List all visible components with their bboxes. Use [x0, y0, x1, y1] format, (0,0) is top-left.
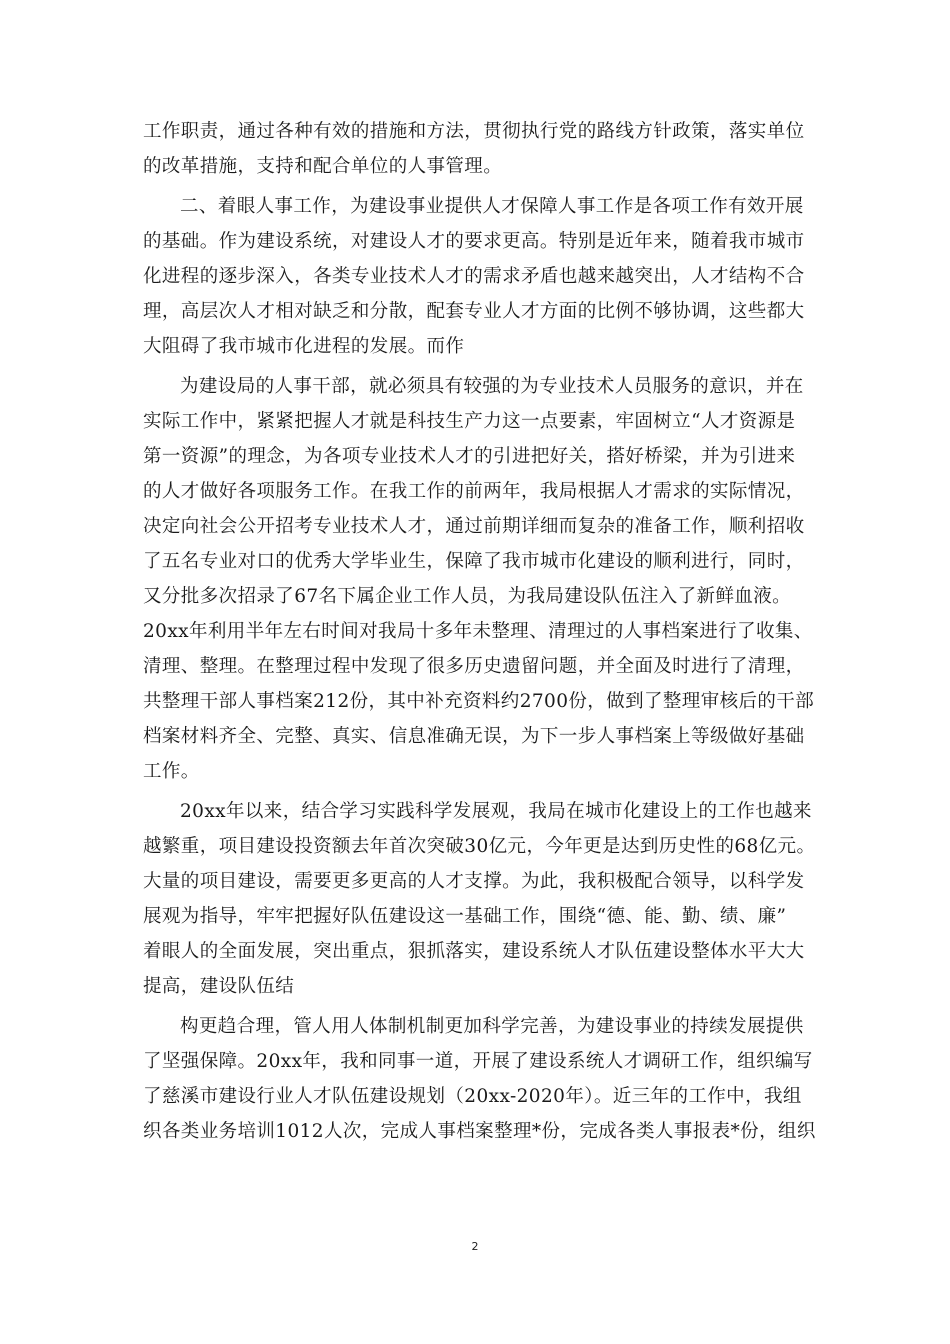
text-line: 构更趋合理，管人用人体制机制更加科学完善，为建设事业的持续发展提供	[180, 1016, 804, 1037]
text-line: 了慈溪市建设行业人才队伍建设规划（20xx-2020年）。近三年的工作中，我组	[143, 1086, 802, 1107]
text-line: 的改革措施，支持和配合单位的人事管理。	[143, 156, 503, 177]
text-line: 又分批多次招录了67名下属企业工作人员，为我局建设队伍注入了新鲜血液。	[143, 586, 792, 607]
text-line: 展观为指导，牢牢把握好队伍建设这一基础工作，围绕“德、能、勤、绩、廉”	[143, 906, 787, 927]
text-line: 越繁重，项目建设投资额去年首次突破30亿元，今年更是达到历史性的68亿元。	[143, 836, 816, 857]
text-line: 提高，建设队伍结	[143, 976, 295, 997]
text-line: 了坚强保障。20xx年，我和同事一道，开展了建设系统人才调研工作，组织编写	[143, 1051, 813, 1072]
text-line: 化进程的逐步深入，各类专业技术人才的需求矛盾也越来越突出，人才结构不合	[143, 266, 805, 287]
paragraph-3	[143, 369, 815, 789]
text-line: 为建设局的人事干部，就必须具有较强的为专业技术人员服务的意识，并在	[180, 376, 804, 397]
text-line: 着眼人的全面发展，突出重点，狠抓落实，建设系统人才队伍建设整体水平大大	[143, 941, 805, 962]
text-line: 的人才做好各项服务工作。在我工作的前两年，我局根据人才需求的实际情况，	[143, 481, 805, 502]
paragraph-2	[143, 189, 815, 364]
text-line: 工作职责，通过各种有效的措施和方法，贯彻执行党的路线方针政策，落实单位	[143, 121, 805, 142]
text-line: 织各类业务培训1012人次，完成人事档案整理*份，完成各类人事报表*份，组织	[143, 1121, 816, 1142]
text-line: 大阻碍了我市城市化进程的发展。而作	[143, 336, 465, 357]
text-line: 的基础。作为建设系统，对建设人才的要求更高。特别是近年来，随着我市城市	[143, 231, 805, 252]
text-line: 共整理干部人事档案212份，其中补充资料约2700份，做到了整理审核后的干部	[143, 691, 815, 712]
text-line: 第一资源”的理念，为各项专业技术人才的引进把好关，搭好桥梁，并为引进来	[143, 446, 796, 467]
paragraph-4	[143, 794, 815, 1004]
text-line: 20xx年利用半年左右时间对我局十多年未整理、清理过的人事档案进行了收集、	[143, 621, 813, 642]
paragraph-5	[143, 1009, 815, 1149]
text-line: 理，高层次人才相对缺乏和分散，配套专业人才方面的比例不够协调，这些都大	[143, 301, 805, 322]
text-line: 二、着眼人事工作，为建设事业提供人才保障人事工作是各项工作有效开展	[180, 196, 804, 217]
text-line: 清理、整理。在整理过程中发现了很多历史遗留问题，并全面及时进行了清理，	[143, 656, 805, 677]
text-line: 实际工作中，紧紧把握人才就是科技生产力这一点要素，牢固树立“人才资源是	[143, 411, 796, 432]
text-line: 档案材料齐全、完整、真实、信息准确无误，为下一步人事档案上等级做好基础	[143, 726, 805, 747]
paragraph-1	[143, 114, 815, 184]
page-number: 2	[471, 1240, 479, 1253]
text-line: 决定向社会公开招考专业技术人才，通过前期详细而复杂的准备工作，顺利招收	[143, 516, 805, 537]
text-line: 了五名专业对口的优秀大学毕业生，保障了我市城市化建设的顺利进行，同时，	[143, 551, 805, 572]
text-line: 20xx年以来，结合学习实践科学发展观，我局在城市化建设上的工作也越来	[180, 801, 812, 822]
document-body	[143, 114, 815, 1149]
text-line: 工作。	[143, 761, 200, 782]
text-line: 大量的项目建设，需要更多更高的人才支撑。为此，我积极配合领导，以科学发	[143, 871, 805, 892]
